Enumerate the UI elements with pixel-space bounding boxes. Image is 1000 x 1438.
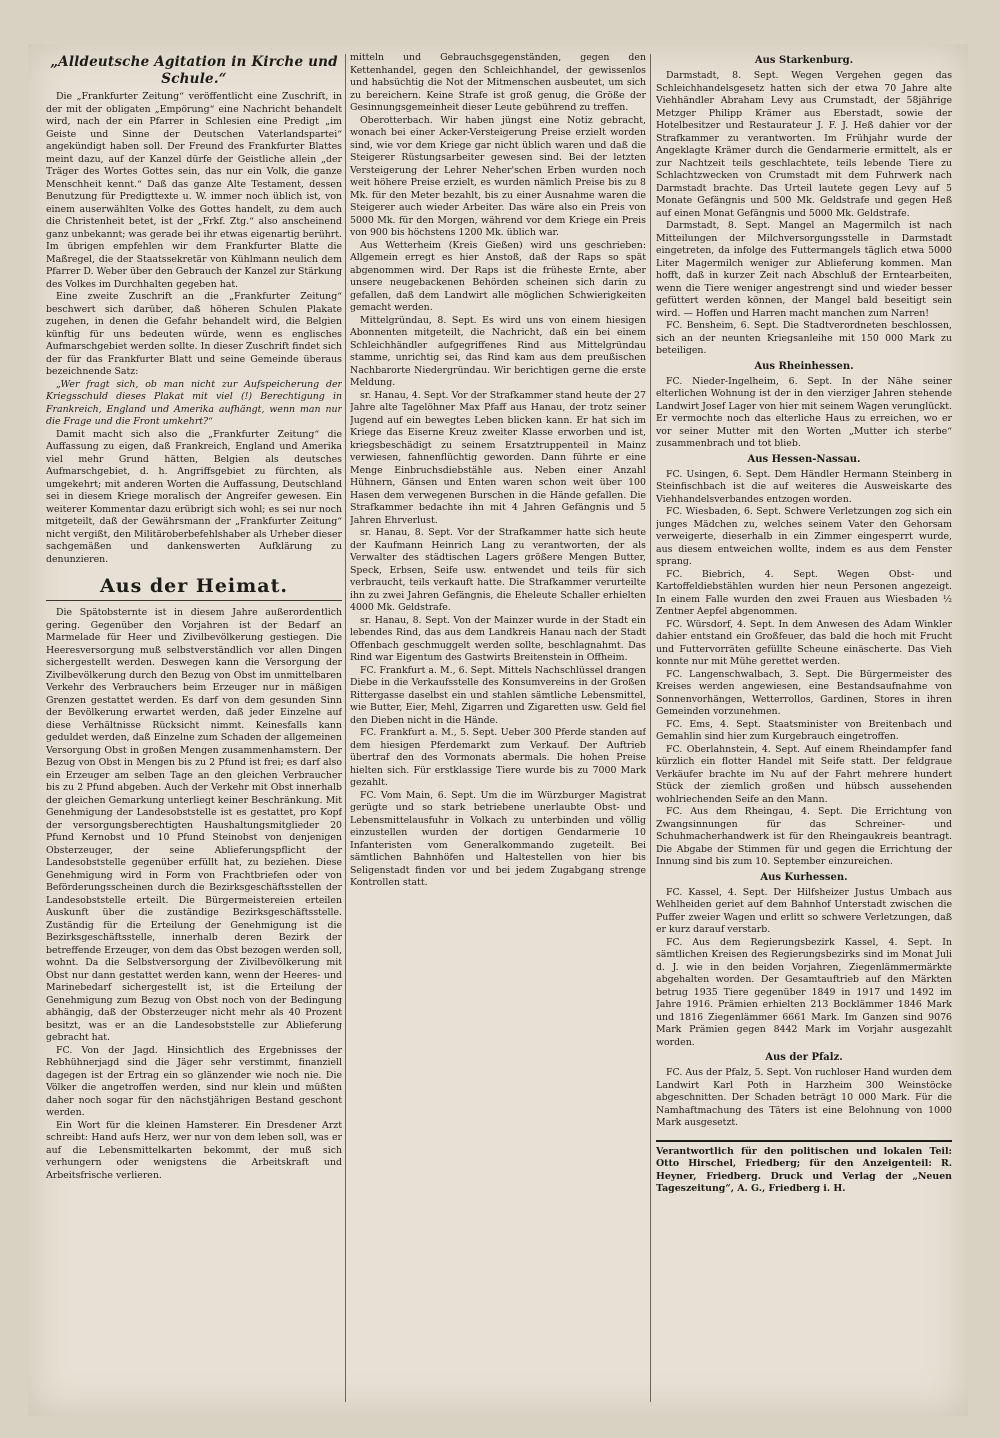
article-paragraph: mitteln und Gebrauchsgegenständen, gegen den Kettenhandel, gegen den Schleichhandel, der gewissenlos und habsüchtig die Not der Mitmenschen ausbeutet, um sich zu bereichern. Keine Strafe ist groß genug, die Größe der Gesinnungsgemeinheit dieser Leute gebührend zu treffen. [350,52,646,113]
article-paragraph: Die Spätobsternte ist in diesem Jahre außerordentlich gering. Gegenüber den Vorjahren ist der Bedarf an Marmelade für Heer und Zivilbevölkerung gestiegen. Die Heeresversorgung muß selbstverständlich vor allen Dingen sichergestellt werden. Deswegen kann die Versorgung der Zivilbevölkerung durch den Bezug von Obst im unmittelbaren Verkehr des Verbrauchers beim Erzeuger nur in mäßigen Grenzen gestattet werden. Es darf von dem gesunden Sinn der Bevölkerung erwartet werden, daß jeder Einzelne auf diese Verhältnisse Rücksicht nimmt. Keinesfalls kann geduldet werden, daß Einzelne zum Schaden der allgemeinen Versorgung Obst in großen Mengen zusammenhamstern. Der Bezug von Obst in Mengen bis zu 2 Pfund ist frei; es darf also ein Erzeuger am selben Tage an den gleichen Verbraucher bis zu 2 Pfund abgeben. Auch der Verkehr mit Obst innerhalb der gleichen Gemarkung unterliegt keiner Beschränkung. Mit Genehmigung der Landesobststelle ist es gestattet, pro Kopf der versorgungsberechtigten Haushaltungsmitglieder 20 Pfund Kernobst und 10 Pfund Steinobst von denjenigen Obsterzeuger, der seine Ablieferungspflicht der Landesobststelle gegenüber erfüllt hat, zu beziehen. Diese Genehmigung wird in Form von Frachtbriefen oder von Beförderungsscheinen durch die Bezirksgeschäftsstellen der Landesobststelle erteilt. Die Bürgermeistereien erteilen Auskunft über die zuständige Bezirksgeschäftsstelle. Zuständig für die Erteilung der Genehmigung ist die Bezirksgeschäftsstelle, innerhalb deren Bezirk der betreffende Erzeuger, von dem das Obst bezogen werden soll, wohnt. Da die Selbstversorgung der Zivilbevölkerung mit Obst nur dann gestattet werden kann, wenn der Heeres- und Marinebedarf sichergestellt ist, ist die Erteilung der Genehmigung zum Bezug von Obst noch von der Bedingung abhängig, daß der Obsterzeuger nicht mehr als 40 Prozent besitzt, was er an die Landesobststelle zur Ablieferung gebracht hat. [46,607,342,1043]
article-paragraph: Die „Frankfurter Zeitung“ veröffentlicht eine Zuschrift, in der mit der obligaten „Empörung“ eine Nachricht behandelt wird, nach der ein Pfarrer in Schlesien eine Predigt „im Geiste und Sinne der Deutschen Vaterlandspartei“ angekündigt haben soll. Der Freund des Frankfurter Blattes meint dazu, auf der Kanzel dürfe der Geistliche allein „der Träger des Wortes Gottes sein, das nur ein Volk, die ganze Menschheit kennt.“ Daß das ganze Alte Testament, dessen Benutzung für Predigttexte u. W. immer noch üblich ist, von einem auserwählten Volke des Gottes handelt, zu dem auch die Christenheit betet, ist der „Frkf. Ztg.“ also anscheinend ganz unbekannt; was gerade bei ihr etwas eigenartig berührt. Im übrigen empfehlen wir dem Frankfurter Blatte die Maßregel, die der Staatssekretär von Kühlmann neulich dem Pfarrer D. Weber über den Gebrauch der Kanzel zur Stärkung des Volkes im Durchhalten gegeben hat. [46,91,342,290]
article-paragraph: FC. Vom Main, 6. Sept. Um die im Würzburger Magistrat gerügte und so stark betriebene unerlaubte Obst- und Lebensmittelausfuhr in Volkach zu unterbinden und völlig einzustellen wurden der dortigen Gendarmerie 10 Infanteristen vom Generalkommando zugeteilt. Bei sämtlichen Bahnhöfen und Haltestellen von hier bis Seligenstadt finden vor und bei jedem Zugabgang strenge Kontrollen statt. [350,789,646,888]
column-divider [650,54,651,1402]
article-paragraph: FC. Würsdorf, 4. Sept. In dem Anwesen des Adam Winkler dahier entstand ein Großfeuer, das bald die hoch mit Frucht und Futtervorräten gefüllte Scheune einäscherte. Das Vieh konnte nur mit Mühe gerettet werden. [656,618,952,667]
article-paragraph: Eine zweite Zuschrift an die „Frankfurter Zeitung“ beschwert sich darüber, daß höheren Schulen Plakate zugehen, in denen die Gefahr behandelt wird, die Belgien künftig für uns bedeuten würde, wenn es englisches Aufmarschgebiet werden sollte. In dieser Zuschrift findet sich der für das Frankfurter Blatt und seine Gemeinde überaus bezeichnende Satz: [46,291,342,377]
article-paragraph: FC. Ems, 4. Sept. Staatsminister von Breitenbach und Gemahlin sind hier zum Kurgebrauch eingetroffen. [656,718,952,742]
article-paragraph: Aus Wetterheim (Kreis Gießen) wird uns geschrieben: Allgemein erregt es hier Anstoß, daß der Raps so spät abgenommen wird. Der Raps ist die früheste Ernte, aber unsere neugebackenen Behörden scheinen sich darin zu gefallen, daß dem Landwirt alle möglichen Schwierigkeiten gemacht werden. [350,239,646,313]
article-paragraph: sr. Hanau, 4. Sept. Vor der Strafkammer stand heute der 27 Jahre alte Tagelöhner Max Pfaff aus Hanau, der trotz seiner Jugend auf ein bewegtes Leben blicken kann. Er hat sich im Kriege das Eiserne Kreuz zweiter Klasse erworben und ist, kriegsbeschädigt zu seinem Ersatztruppenteil in Mainz verwiesen, fahnenflüchtig geworden. Dann führte er eine Menge Einbruchsdiebstähle aus. Neben einer Anzahl Hühnern, Gänsen und Enten waren schon weit über 100 Hasen dem verwegenen Burschen in die Hände gefallen. Die Strafkammer bedachte ihn mit 4 Jahren Gefängnis und 5 Jahren Ehrverlust. [350,389,646,526]
article-paragraph: FC. Aus der Pfalz, 5. Sept. Von ruchloser Hand wurden dem Landwirt Karl Poth in Harzheim 300 Weinstöcke abgeschnitten. Der Schaden beträgt 10 000 Mark. Für die Namhaftmachung des Täters ist eine Belohnung von 1000 Mark ausgesetzt. [656,1067,952,1128]
article-paragraph: FC. Frankfurt a. M., 5. Sept. Ueber 300 Pferde standen auf dem hiesigen Pferdemarkt zum Verkauf. Der Auftrieb übertraf den des Vormonats abermals. Die hohen Preise hielten sich. Für erstklassige Tiere wurde bis zu 7000 Mark gezahlt. [350,727,646,788]
column-right [656,52,952,1406]
article-paragraph: FC. Aus dem Regierungsbezirk Kassel, 4. Sept. In sämtlichen Kreisen des Regierungsbezirks sind im Monat Juli d. J. wie in den beiden Vorjahren, Ziegenlämmermärkte abgehalten worden. Der Gesamtauftrieb auf den Märkten betrug 1935 Tiere gegenüber 1849 in 1917 und 1492 im Jahre 1916. Prämien erhielten 213 Bocklämmer 1846 Mark und 1816 Ziegenlämmer 6661 Mark. Im Ganzen sind 9076 Mark Prämien gegen 8442 Mark im Vorjahr ausgezahlt worden. [656,936,952,1048]
region-heading: Aus Rheinhessen. [754,360,854,372]
column-divider [345,54,346,1402]
article-paragraph: Ein Wort für die kleinen Hamsterer. Ein Dresdener Arzt schreibt: Hand aufs Herz, wer nur von dem leben soll, was er auf die Lebensmittelkarten bekommt, der muß sich verhungern oder wenigstens die Arbeitskraft und Arbeitsfrische verlieren. [46,1119,342,1181]
region-heading: Aus Starkenburg. [754,55,854,66]
article-paragraph: Oberotterbach. Wir haben jüngst eine Notiz gebracht, wonach bei einer Acker-Versteigerung Preise erzielt worden sind, wie vor dem Kriege gar nicht üblich waren und daß die Steigerer Rüstungsarbeiter gewesen sind. Bei der letzten Versteigerung der Lehrer Neher'schen Erben wurden noch weit höhere Preise erzielt, es wurden nämlich Preise bis zu 8 Mk. für den Meter bezahlt, bis zu einer Ausnahme waren die Steigerer auch wieder Arbeiter. Das wäre also ein Preis von 5000 Mk. für den Morgen, während vor dem Kriege ein Preis von 900 bis höchstens 1200 Mk. üblich war. [350,114,646,238]
article-paragraph: FC. Usingen, 6. Sept. Dem Händler Hermann Steinberg in Steinfischbach ist die auf weiteres die Ausweiskarte des Viehhandelsverbandes entzogen worden. [656,468,952,505]
article-paragraph: FC. Langenschwalbach, 3. Sept. Die Bürgermeister des Kreises werden angewiesen, eine Bestandsaufnahme von Sonnenvorhängen, Wetterrollos, Gardinen, Stores in ihren Gemeinden vorzunehmen. [656,668,952,717]
region-heading: Aus Kurhessen. [760,871,848,883]
article-paragraph: FC. Frankfurt a. M., 6. Sept. Mittels Nachschlüssel drangen Diebe in die Verkaufsstelle des Konsumvereins in der Großen Rittergasse daselbst ein und stahlen sämtliche Lebensmittel, wie Butter, Eier, Mehl, Zigarren und Zigaretten usw. Geld fiel den Dieben nicht in die Hände. [350,664,646,726]
column-middle [350,52,646,1406]
article-paragraph: FC. Kassel, 4. Sept. Der Hilfsheizer Justus Umbach aus Wehlheiden geriet auf dem Bahnhof Unterstadt zwischen die Puffer zweier Wagen und erlitt so schwere Verletzungen, daß er kurz darauf verstarb. [656,886,952,935]
article-paragraph: sr. Hanau, 8. Sept. Von der Mainzer wurde in der Stadt ein lebendes Rind, das aus dem Landkreis Hanau nach der Stadt Offenbach geschmuggelt werden sollte, beschlagnahmt. Das Rind war Eigentum des Gastwirts Breitenstein in Offheim. [350,614,646,663]
article-paragraph: Damit macht sich also die „Frankfurter Zeitung“ die Auffassung zu eigen, daß Frankreich, England und Amerika viel mehr Grund hätten, Belgien als deutsches Aufmarschgebiet, d. h. Angriffsgebiet zu fürchten, als umgekehrt; mit anderen Worten die Auffassung, Deutschland sei in diesem Kriege moralisch der Angreifer gewesen. Ein weiterer Kommentar dazu erübrigt sich wohl; es sei nur noch mitgeteilt, daß der Gewährsmann der „Frankfurter Zeitung“ nicht vergißt, den Militäroberbefehlshaber als Urheber dieser sachgemäßen und dankenswerten Aufklärung zu denunzieren. [46,428,342,565]
article-paragraph: FC. Biebrich, 4. Sept. Wegen Obst- und Kartoffeldiebstählen wurden hier neun Personen angezeigt. In einem Falle wurden den zwei Frauen aus Wiesbaden ½ Zentner Aepfel abgenommen. [656,568,952,617]
article-paragraph: sr. Hanau, 8. Sept. Vor der Strafkammer hatte sich heute der Kaufmann Heinrich Lang zu verantworten, der als Verwalter des städtischen Lagers größere Mengen Butter, Speck, Erbsen, Seife usw. entwendet und teils für sich verbraucht, teils verkauft hatte. Die Strafkammer verurteilte ihn zu zwei Jahren Gefängnis, die Eheleute Schaller erhielten 4000 Mk. Geldstrafe. [350,527,646,613]
section-heading: Aus der Heimat. [46,574,342,601]
article-paragraph: FC. Oberlahnstein, 4. Sept. Auf einem Rheindampfer fand kürzlich ein flotter Handel mit Seife statt. Der feldgraue Verkäufer brachte im Nu auf der Fahrt mehrere hundert Stück der ziemlich großen und hübsch aussehenden wohlriechenden Seife an den Mann. [656,743,952,805]
article-paragraph: FC. Von der Jagd. Hinsichtlich des Ergebnisses der Rebhühnerjagd sind die Jäger sehr verstimmt, finanziell dagegen ist der Ertrag ein so glänzender wie noch nie. Die Völker die angetroffen werden, sind nur klein und müßten daher noch sogar für den nächstjährigen Bestand geschont werden. [46,1044,342,1118]
article-quote: „Wer fragt sich, ob man nicht zur Aufspeicherung der Kriegsschuld dieses Plakat mit viel (!) Berechtigung in Frankreich, England und Amerika aufhängt, wenn man nur die Frage und die Front umkehrt?“ [46,378,342,427]
column-left [46,52,342,1406]
article-paragraph: Mittelgründau, 8. Sept. Es wird uns von einem hiesigen Abonnenten mitgeteilt, die Nachricht, daß ein bei einem Schleichhändler aufgegriffenes Rind aus Mittelgründau stamme, unrichtig sei, das Rind kam aus dem preußischen Nachbarorte Niedergründau. Wir berichtigen gerne die erste Meldung. [350,314,646,388]
article-paragraph: FC. Bensheim, 6. Sept. Die Stadtverordneten beschlossen, sich an der neunten Kriegsanleihe mit 150 000 Mark zu beteiligen. [656,320,952,356]
article-paragraph: FC. Nieder-Ingelheim, 6. Sept. In der Nähe seiner elterlichen Wohnung ist der in den vierziger Jahren stehende Landwirt Josef Lager von hier mit seinem Wagen verunglückt. Er vermochte noch das elterliche Haus zu erreichen, wo er vor seiner Mutter mit den Worten „Mutter ich sterbe“ zusammenbrach und tot blieb. [656,375,952,449]
newspaper-page [28,44,968,1416]
article-headline: „Alldeutsche Agitation in Kirche und Schule.“ [50,54,338,87]
imprint: Verantwortlich für den politischen und lokalen Teil: Otto Hirschel, Friedberg; für den Anzeigenteil: R. Heyner, Friedberg. Druck und Verlag der „Neuen Tageszeitung“, A. G., Friedberg i. H. [656,1140,952,1196]
article-paragraph: Darmstadt, 8. Sept. Wegen Vergehen gegen das Schleichhandelsgesetz hatten sich der etwa 70 Jahre alte Viehhändler Abraham Levy aus Crumstadt, der 58jährige Metzger Philipp Krämer aus Eberstadt, sowie der Hotelbesitzer und Restaurateur J. F. J. Heß dahier vor der Strafkammer zu verantworten. Im Frühjahr wurde der Angeklagte Krämer durch die Gendarmerie ermittelt, als er zur Nachtzeit teils geschlachtete, teils lebende Tiere zu Schlachtzwecken von Crumstadt mit dem Fuhrwerk nach Darmstadt brachte. Das Urteil lautete gegen Levy auf 5 Monate Gefängnis und 500 Mk. Geldstrafe und gegen Heß auf einen Monat Gefängnis und 5000 Mk. Geldstrafe. [656,70,952,219]
region-heading: Aus der Pfalz. [765,1052,843,1063]
region-heading: Aus Hessen-Nassau. [747,453,861,465]
article-paragraph: FC. Wiesbaden, 6. Sept. Schwere Verletzungen zog sich ein junges Mädchen zu, welches seinem Vater den Gehorsam verweigerte, dieserhalb in ein Zimmer eingesperrt wurde, aus diesem entweichen wollte, indem es aus dem Fenster sprang. [656,506,952,567]
article-paragraph: FC. Aus dem Rheingau, 4. Sept. Die Errichtung von Zwangsinnungen für das Schreiner- und Schuhmacherhandwerk ist für den Rheingaukreis beantragt. Die Abgabe der Stimmen für und gegen die Errichtung der Innung sind bis zum 10. September einzureichen. [656,806,952,867]
article-paragraph: Darmstadt, 8. Sept. Mangel an Magermilch ist nach Mitteilungen der Milchversorgungsstelle in Darmstadt eingetreten, da infolge des Futtermangels täglich etwa 5000 Liter Magermilch weniger zur Ablieferung kommen. Man hofft, daß in kurzer Zeit nach Abschluß der Erntearbeiten, wenn die Tiere weniger angestrengt sind und wieder besser gefüttert werden können, der Mangel bald beseitigt sein wird. — Hoffen und Harren macht manchen zum Narren! [656,220,952,319]
